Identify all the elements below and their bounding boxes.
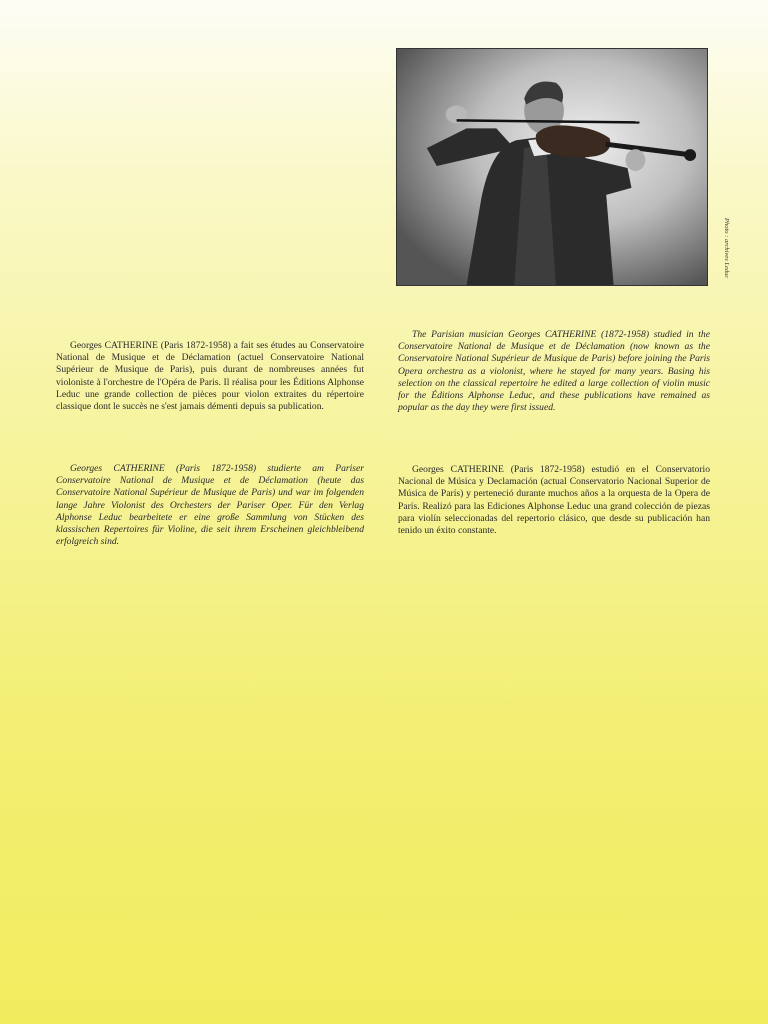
violinist-photo [396,48,708,286]
paragraph-french: Georges CATHERINE (Paris 1872-1958) a fait ses études au Conservatoire National de Musique et de Déclamation (actuel Conservatoire National Supérieur de Musique de Paris), puis durant de nombreuses années fut violoniste à l'orchestre de l'Opéra de Paris. Il réalisa pour les Éditions Alphonse Leduc une grande collection de pièces pour violon extraites du répertoire classique dont le succès ne s'est jamais démenti depuis sa publication. [56,340,364,413]
paragraph-english: The Parisian musician Georges CATHERINE (1872-1958) studied in the Conservatoire National de Musique et de Déclamation (now known as the Conservatoire National Supérieur de Musique de Paris) before joining the Paris Opera orchestra as a violonist, where he stayed for many years. Basing his selection on the classical repertoire he edited a large collection of violin music for the Éditions Alphonse Leduc, and these publications have remained as popular as the day they were first issued. [398,329,710,414]
paragraph-spanish: Georges CATHERINE (Paris 1872-1958) estudió en el Conservatorio Nacional de Música y Declamación (actual Conservatorio Nacional Superior de Música de París) y perteneció durante muchos años a la orquesta de la Opera de París. Realizó para las Ediciones Alphonse Leduc una grand colección de piezas para violín seleccionadas del repertorio clásico, que desde su publicación han tenido un éxito constante. [398,464,710,537]
violinist-portrait-icon [397,49,707,285]
photo-credit: Photo : archives Leduc [723,218,730,279]
paragraph-german: Georges CATHERINE (Paris 1872-1958) studierte am Pariser Conservatoire National de Musique et de Déclamation (heute das Conservatoire National Supérieur de Musique de Paris) und war im folgenden lange Jahre Violonist des Orchesters der Pariser Oper. Für den Verlag Alphonse Leduc bearbeitete er eine große Sammlung von Stücken des klassischen Repertoires für Violine, die seit ihrem Erscheinen gleichbleibend erfolgreich sind. [56,463,364,548]
